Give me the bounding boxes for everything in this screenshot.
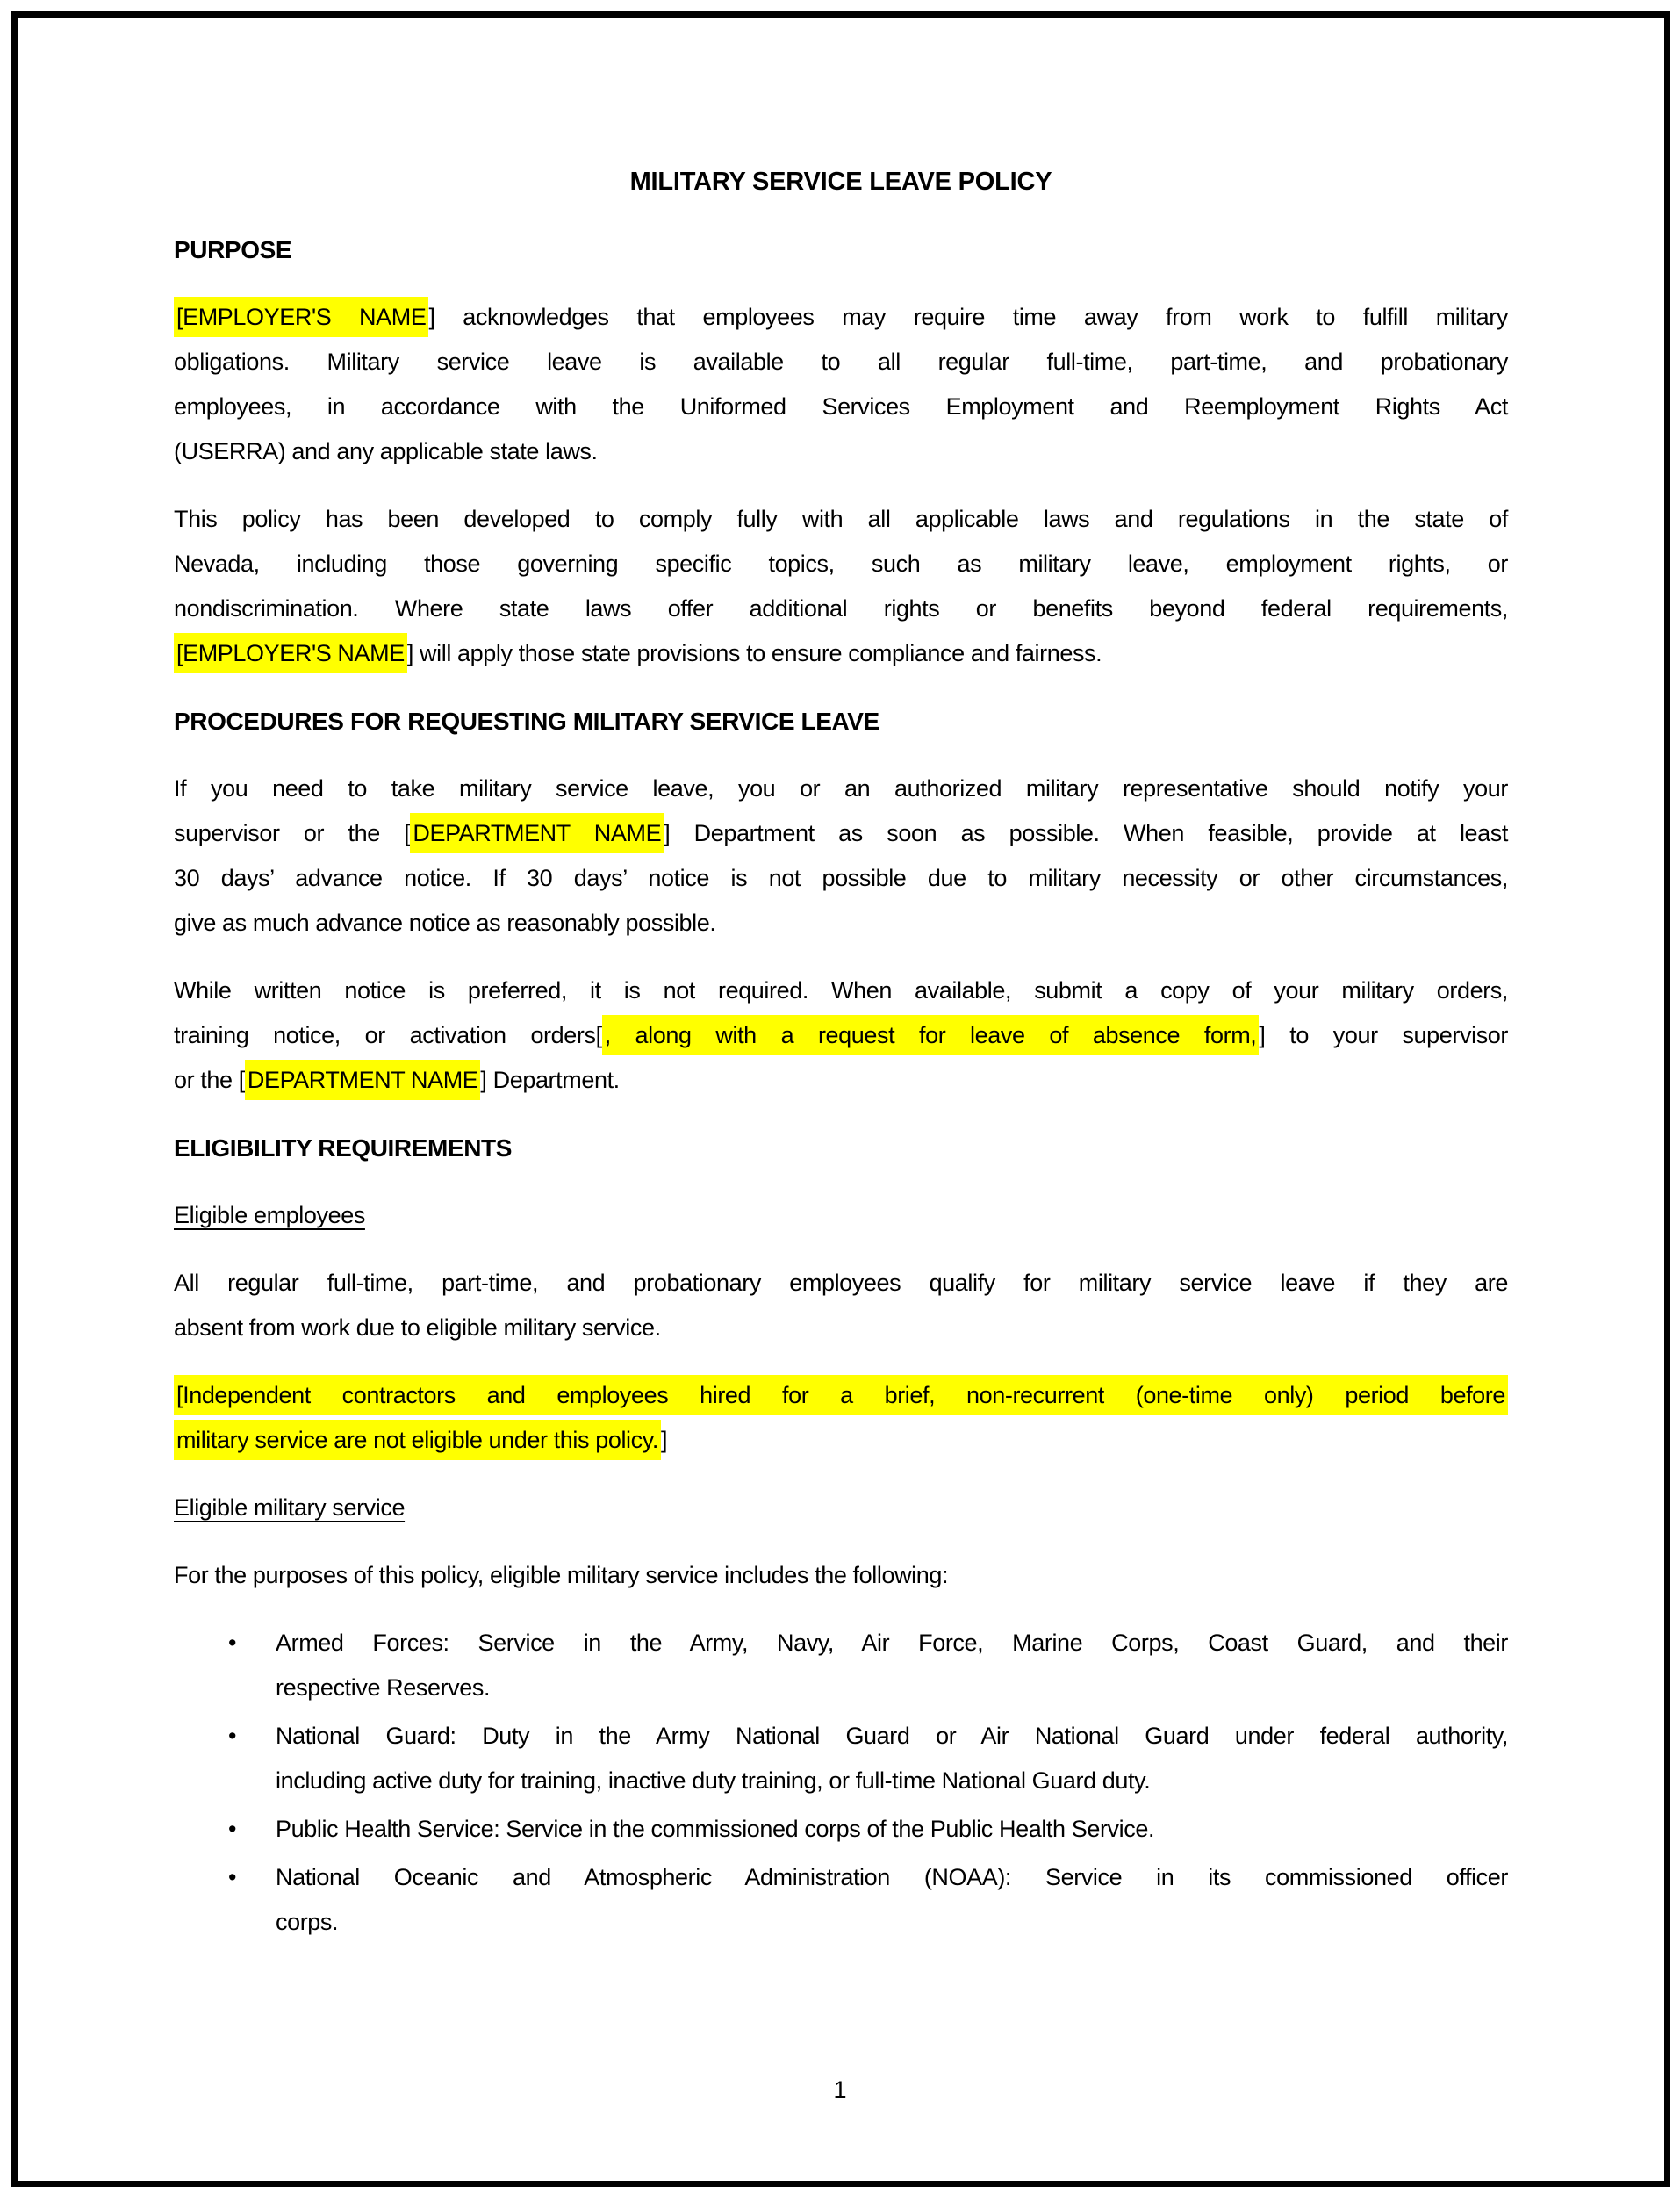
text-line [174,1058,1508,1103]
bullet-item [174,1807,1508,1852]
text-run: supervisor or the [ [174,820,411,846]
text-run: nondiscrimination. Where state laws offer additional rights or benefits beyond federal requirements, [174,595,1508,622]
text-run: While written notice is preferred, it is not required. When available, submit a copy of your military orders, [174,977,1508,1004]
text-line [174,542,1508,587]
highlighted-text: DEPARTMENT NAME [410,813,664,853]
text-run: or the [ [174,1067,245,1093]
bullet-item [174,1621,1508,1710]
text-run: training notice, or activation orders[ [174,1022,602,1048]
text-line [276,1714,1508,1759]
text-run: Public Health Service: Service in the commissioned corps of the Public Health Service. [276,1816,1155,1842]
text-line [276,1900,1508,1945]
highlighted-text: [Independent contractors and employees hired for a brief, non-recurrent (one-time only) period before [174,1375,1508,1415]
bullet-text [276,1855,1508,1945]
text-line [174,901,1508,946]
paragraph [174,497,1508,676]
paragraph [174,1553,1508,1598]
bullet-icon: • [228,1723,237,1749]
highlighted-text: [EMPLOYER'S NAME [174,633,407,673]
text-line [276,1621,1508,1666]
text-line [174,1553,1508,1598]
text-run: obligations. Military service leave is available to all regular full-time, part-time, and probationary [174,349,1508,375]
text-run: ] will apply those state provisions to ensure compliance and fairness. [406,640,1102,666]
text-run: If you need to take military service leave, you or an authorized military representative should notify your [174,775,1508,802]
text-run: All regular full-time, part-time, and probationary employees qualify for military service leave if they are [174,1270,1508,1296]
text-run: respective Reserves. [276,1674,491,1701]
text-line [276,1807,1508,1852]
text-run: National Guard: Duty in the Army National Guard or Air National Guard under federal authority, [276,1723,1508,1749]
highlighted-text: military service are not eligible under this policy. [174,1420,661,1460]
text-line [276,1759,1508,1803]
bullet-item [174,1714,1508,1803]
text-line [174,631,1508,676]
text-run: For the purposes of this policy, eligible military service includes the following: [174,1562,949,1588]
text-run: ] acknowledges that employees may require time away from work to fulfill military [428,304,1508,330]
text-line [174,340,1508,385]
text-run: Nevada, including those governing specific topics, such as military leave, employment rights, or [174,551,1508,577]
bullet-text [276,1807,1508,1852]
sub-heading: Eligible military service [174,1494,406,1521]
section-heading: ELIGIBILITY REQUIREMENTS [174,1134,513,1162]
highlighted-text: DEPARTMENT NAME [245,1060,481,1100]
text-run: employees, in accordance with the Uniformed Services Employment and Reemployment Rights Act [174,393,1508,420]
text-line [174,587,1508,631]
text-line [174,497,1508,542]
text-line [276,1855,1508,1900]
text-run: ] Department. [480,1067,620,1093]
sub-heading: Eligible employees [174,1202,365,1228]
text-line [174,1418,1508,1463]
bullet-icon: • [228,1864,237,1890]
bullet-icon: • [228,1816,237,1842]
highlighted-text: [EMPLOYER'S NAME [174,297,428,337]
text-run: ] to your supervisor [1259,1022,1508,1048]
text-line [174,856,1508,901]
document-content [174,160,1508,1968]
bullet-text [276,1621,1508,1710]
text-line [174,429,1508,474]
text-line [174,1306,1508,1350]
bullet-icon: • [228,1630,237,1656]
text-line [174,385,1508,429]
text-run: 30 days’ advance notice. If 30 days’ notice is not possible due to military necessity or other circumstances, [174,865,1508,891]
text-run: including active duty for training, inactive duty training, or full-time National Guard duty. [276,1767,1151,1794]
bullet-text [276,1714,1508,1803]
bullet-list [174,1621,1508,1945]
text-run: National Oceanic and Atmospheric Administration (NOAA): Service in its commissioned officer [276,1864,1508,1890]
text-run: Armed Forces: Service in the Army, Navy, Air Force, Marine Corps, Coast Guard, and their [276,1630,1508,1656]
text-line [174,811,1508,856]
text-line [174,968,1508,1013]
text-run: ] Department as soon as possible. When feasible, provide at least [664,820,1508,846]
paragraph [174,1261,1508,1350]
paragraph [174,968,1508,1103]
text-run: absent from work due to eligible military service. [174,1314,661,1341]
document-title: MILITARY SERVICE LEAVE POLICY [629,168,1052,196]
page-number: 1 [833,2076,847,2103]
bullet-item [174,1855,1508,1945]
section-heading: PROCEDURES FOR REQUESTING MILITARY SERVICE LEAVE [174,708,879,735]
text-line [276,1666,1508,1710]
section-heading: PURPOSE [174,236,292,263]
text-run: (USERRA) and any applicable state laws. [174,438,598,464]
text-run: This policy has been developed to comply fully with all applicable laws and regulations in the state of [174,506,1508,532]
highlighted-text: , along with a request for leave of absence form, [602,1015,1260,1055]
paragraph [174,766,1508,946]
text-run: ] [660,1427,668,1453]
text-run: give as much advance notice as reasonably possible. [174,910,716,936]
document-body [174,227,1508,1945]
text-line [174,295,1508,340]
paragraph [174,1373,1508,1463]
text-line [174,766,1508,811]
text-line [174,1373,1508,1418]
text-run: corps. [276,1909,339,1935]
text-line [174,1013,1508,1058]
paragraph [174,295,1508,474]
text-line [174,1261,1508,1306]
